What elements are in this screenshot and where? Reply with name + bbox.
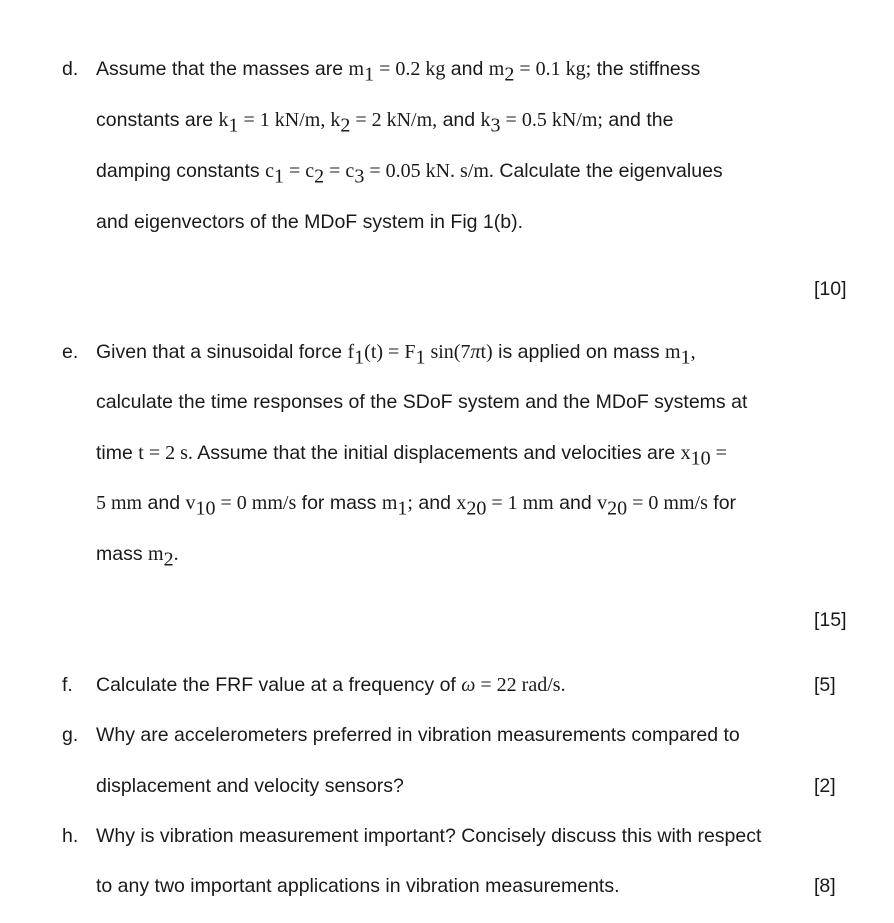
question-text-line [96,158,723,188]
math-run: 2 [504,63,515,86]
text-run: Assume that the initial displacements and velocities are [192,442,681,464]
text-run: Calculate the eigenvalues [493,160,723,182]
math-run: v [185,492,196,514]
math-run: m [488,58,505,80]
question-letter: h. [62,825,79,847]
text-run: Given that a sinusoidal force [96,341,348,363]
text-run: the stiffness [591,58,701,80]
math-run: = 22 rad/s. [475,674,566,696]
text-run: and [437,109,481,131]
question-letter: g. [62,724,79,746]
question-letter: f. [62,674,73,696]
text-run: displacement and velocity sensors? [96,775,404,797]
math-run: = c [324,160,355,182]
math-run: 1 [228,114,239,137]
text-run: mass [96,543,149,565]
math-run: sin(7 [425,341,471,363]
text-run: and [445,58,489,80]
math-run: 10 [195,497,216,520]
math-run: = 0 mm/s [215,492,297,514]
math-run: 2 [314,165,325,188]
math-run: 3 [354,165,365,188]
question-text-line [96,823,761,849]
text-run: Why is vibration measurement important? Concisely discuss this with respect [96,825,762,847]
math-run: = [710,442,727,464]
math-run: = 0.1 kg; [514,58,592,80]
math-run: = 0.5 kN/m; [500,109,603,131]
question-text-line [96,56,701,86]
math-run: ; [407,492,413,514]
math-run: 20 [607,497,628,520]
math-run: m [348,58,365,80]
question-text-line [96,873,620,899]
math-run: π [470,341,481,363]
question-text-line [96,722,740,748]
math-run: 1 [415,346,426,369]
math-run: 5 mm [96,492,143,514]
question-text-line [96,672,566,698]
math-run: m [148,543,164,565]
marks-label: [15] [814,609,847,631]
math-run: f [347,341,355,363]
text-run: Why are accelerometers preferred in vibration measurements compared to [96,724,740,746]
math-run: = 1 kN/m, k [238,109,341,131]
math-run: 1 [354,346,365,369]
math-run: (t) = F [364,341,416,363]
question-letter: d. [62,58,79,80]
question-text-line [96,209,523,235]
question-text-line [96,339,696,369]
math-run: = 0 mm/s [627,492,708,514]
text-run: time [96,442,139,464]
math-run: = 0.2 kg [374,58,446,80]
math-run: k [218,109,229,131]
text-run: is applied on mass [492,341,666,363]
math-run: c [265,160,274,182]
text-run: and [553,492,598,514]
math-run: 3 [490,114,501,137]
text-run: damping constants [96,160,266,182]
math-run: 2 [163,548,174,571]
text-run: calculate the time responses of the SDoF system and the MDoF systems at [96,391,748,413]
question-text-line [96,440,727,470]
math-run: = 0.05 kN. s/m. [364,160,494,182]
math-run: 1 [397,497,408,520]
question-letter: e. [62,341,79,363]
text-run: Calculate the FRF value at a frequency of [96,674,462,696]
math-run: = c [284,160,315,182]
question-text-line [96,490,737,520]
math-run: 1 [274,165,284,188]
math-run: 20 [466,497,487,520]
math-run: 1 [680,346,691,369]
text-run: for [707,492,737,514]
text-run: and [142,492,186,514]
math-run: v [597,492,608,514]
math-run: = 2 kN/m, [350,109,438,131]
text-run: and the [602,109,674,131]
text-run: and eigenvectors of the MDoF system in Fig 1(b). [96,211,524,233]
math-run: m [381,492,398,514]
text-run: for mass [296,492,382,514]
question-text-line [96,541,179,571]
math-run: x [456,492,467,514]
math-run: 2 [340,114,351,137]
math-run: m [665,341,681,363]
math-run: k [480,109,491,131]
math-run: 10 [690,447,711,470]
text-run: and [412,492,457,514]
question-text-line [96,773,404,799]
text-run: constants are [96,109,219,131]
math-run: 1 [364,63,375,86]
math-run: x [680,442,691,464]
marks-label: [8] [814,875,836,897]
math-run: t) [480,341,493,363]
math-run: t = 2 s. [138,442,193,464]
question-text-line [96,107,674,137]
question-text-line [96,389,747,415]
text-run: to any two important applications in vibration measurements. [96,875,620,897]
math-run: . [173,543,179,565]
marks-label: [5] [814,674,836,696]
math-run: ω [461,674,476,696]
text-run: Assume that the masses are [96,58,349,80]
marks-label: [10] [814,278,847,300]
marks-label: [2] [814,775,836,797]
math-run: = 1 mm [486,492,554,514]
math-run: , [690,341,696,363]
